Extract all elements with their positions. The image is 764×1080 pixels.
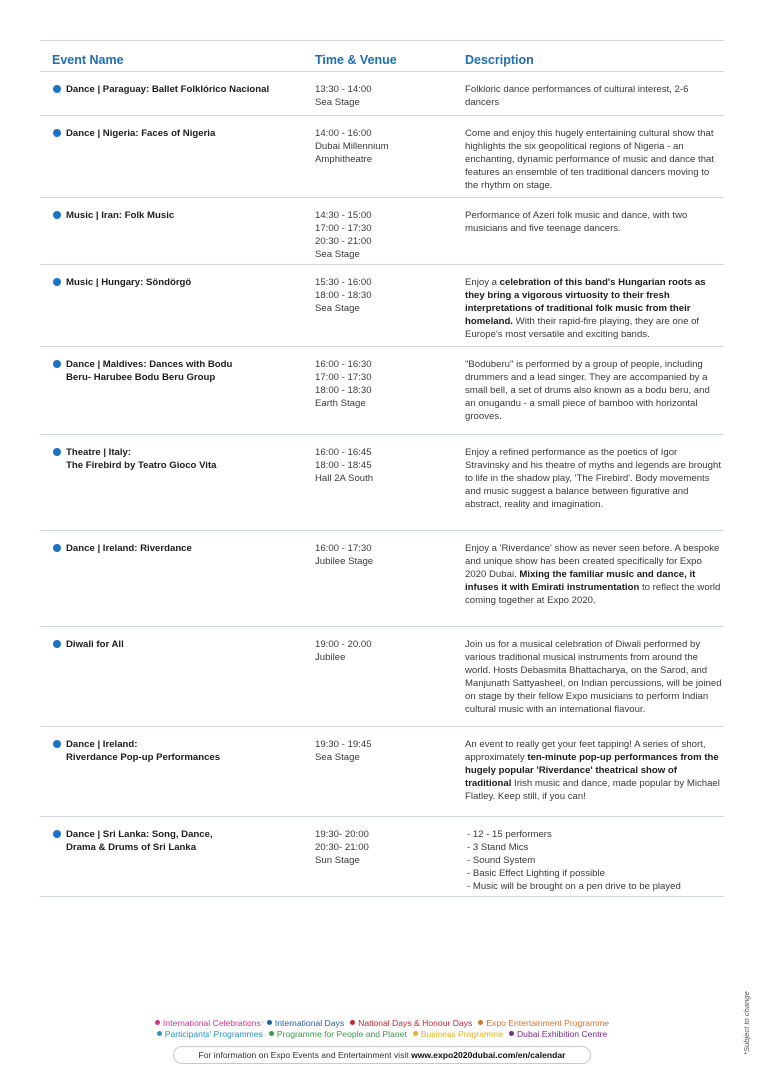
- requirement-item: - 12 - 15 performers: [467, 829, 552, 840]
- event-name: Dance | Ireland: Riverdance Pop-up Performances: [66, 739, 221, 763]
- legend-label: Programme for People and Planet: [276, 1029, 407, 1039]
- time-venue-line: 18:00 - 18:45: [315, 460, 372, 471]
- requirement-item: - Basic Effect Lighting if possible: [467, 868, 605, 879]
- description-segment: Enjoy a: [465, 277, 500, 288]
- legend-dot-icon: [157, 1031, 162, 1036]
- table-row: [40, 531, 724, 627]
- time-venue-line: Earth Stage: [315, 398, 366, 409]
- event-description: [465, 358, 723, 423]
- description-segment: Irish music and dance, made popular by Michael Flatley. Keep still, if you can!: [465, 778, 720, 802]
- event-name: Dance | Ireland: Riverdance: [66, 543, 192, 554]
- info-pill: [173, 1046, 591, 1064]
- table-row: [40, 627, 724, 727]
- events-table: [40, 40, 724, 897]
- time-venue-line: Sea Stage: [315, 97, 360, 108]
- legend-item: [269, 1029, 407, 1040]
- event-description: [465, 638, 723, 716]
- time-venue-line: Sea Stage: [315, 303, 360, 314]
- event-name: Dance | Sri Lanka: Song, Dance, Drama & Drums of Sri Lanka: [66, 829, 213, 853]
- time-venue-line: 20:30- 21:00: [315, 842, 369, 853]
- description-segment: to reflect the world coming together at Expo 2020.: [465, 582, 721, 606]
- legend-item: [157, 1029, 263, 1040]
- legend-item: [267, 1018, 344, 1029]
- time-venue-line: Hall 2A South: [315, 473, 374, 484]
- event-name: Dance | Nigeria: Faces of Nigeria: [66, 128, 216, 139]
- time-venue-line: 15:30 - 16:00: [315, 277, 372, 288]
- bullet-dot-icon: [53, 544, 61, 552]
- description-segment: Come and enjoy this hugely entertaining cultural show that highlights the six geopolitical regions of Nigeria - an enchanting, dynamic performance of music and dance that features an ensemble of ten traditional dancers moving to the rhythm on stage.: [465, 128, 715, 191]
- legend-item: [350, 1018, 472, 1029]
- event-description: [465, 127, 723, 192]
- event-name: Diwali for All: [66, 639, 124, 650]
- legend-dot-icon: [509, 1031, 514, 1036]
- event-description: [465, 209, 723, 235]
- legend-label: International Days: [274, 1018, 345, 1028]
- bullet-dot-icon: [53, 129, 61, 137]
- time-venue: [315, 638, 455, 664]
- bullet-dot-icon: [53, 360, 61, 368]
- description-segment: celebration of this band's Hungarian roots as they bring a vigorous virtuosity to their fresh interpretations of traditional folk music from their homeland.: [465, 277, 706, 327]
- time-venue-line: 13:30 - 14:00: [315, 84, 372, 95]
- time-venue-line: 20:30 - 21:00: [315, 236, 372, 247]
- time-venue-line: Amphitheatre: [315, 154, 373, 165]
- legend-dot-icon: [413, 1031, 418, 1036]
- time-venue-line: 16:00 - 17:30: [315, 543, 372, 554]
- event-name: Theatre | Italy: The Firebird by Teatro Gioco Vita: [66, 447, 217, 471]
- time-venue-line: Jubilee: [315, 652, 346, 663]
- table-row: [40, 347, 724, 435]
- time-venue: [315, 276, 455, 315]
- table-row: [40, 72, 724, 116]
- bullet-dot-icon: [53, 740, 61, 748]
- legend-dot-icon: [155, 1020, 160, 1025]
- legend-label: Expo Entertainment Programme: [486, 1018, 610, 1028]
- time-venue: [315, 738, 455, 764]
- requirement-item: - 3 Stand Mics: [467, 842, 529, 853]
- bullet-dot-icon: [53, 640, 61, 648]
- time-venue: [315, 542, 455, 568]
- time-venue-line: 17:00 - 17:30: [315, 372, 372, 383]
- time-venue: [315, 127, 455, 166]
- time-venue-line: 19:00 - 20.00: [315, 639, 372, 650]
- legend-dot-icon: [267, 1020, 272, 1025]
- description-segment: ten-minute pop-up performances from the hugely popular 'Riverdance' theatrical show of traditional: [465, 752, 719, 789]
- bullet-dot-icon: [53, 448, 61, 456]
- event-name: Music | Hungary: Söndörgö: [66, 277, 192, 288]
- table-row: [40, 198, 724, 265]
- legend-item: [509, 1029, 607, 1040]
- requirement-item: - Music will be brought on a pen drive to be played: [467, 881, 681, 892]
- time-venue-line: 14:30 - 15:00: [315, 210, 372, 221]
- header-description: Description: [465, 53, 534, 67]
- legend-line-2: [0, 1029, 764, 1040]
- table-row: [40, 116, 724, 198]
- legend-label: Participants' Programmes: [164, 1029, 263, 1039]
- event-name: Music | Iran: Folk Music: [66, 210, 175, 221]
- time-venue-line: 19:30 - 19:45: [315, 739, 372, 750]
- info-text: For information on Expo Events and Entertainment visit: [198, 1050, 412, 1060]
- bullet-dot-icon: [53, 278, 61, 286]
- table-row: [40, 727, 724, 817]
- event-description: [465, 83, 723, 109]
- description-segment: An event to really get your feet tapping! A series of short, approximately: [465, 739, 706, 763]
- description-segment: Performance of Azeri folk music and dance, with two musicians and five teenage dancers.: [465, 210, 688, 234]
- requirement-item: - Sound System: [467, 855, 536, 866]
- description-segment: Enjoy a 'Riverdance' show as never seen before. A bespoke and unique show has been created specifically for Expo 2020 Dubai.: [465, 543, 720, 580]
- event-description: [465, 542, 723, 607]
- time-venue-line: 16:00 - 16:30: [315, 359, 372, 370]
- table-header: [40, 40, 724, 72]
- time-venue-line: Dubai Millennium: [315, 141, 389, 152]
- time-venue-line: 16:00 - 16:45: [315, 447, 372, 458]
- event-name: Dance | Paraguay: Ballet Folklórico Nacional: [66, 84, 270, 95]
- subject-to-change-note: *Subject to change: [742, 991, 751, 1055]
- legend-dot-icon: [269, 1031, 274, 1036]
- table-row: [40, 817, 724, 897]
- event-name: Dance | Maldives: Dances with Bodu Beru- Harubee Bodu Beru Group: [66, 359, 233, 383]
- event-description: [465, 276, 723, 341]
- legend-label: Business Programme: [420, 1029, 503, 1039]
- time-venue-line: Sea Stage: [315, 752, 360, 763]
- calendar-link[interactable]: www.expo2020dubai.com/en/calendar: [411, 1050, 566, 1060]
- time-venue: [315, 209, 455, 261]
- time-venue-line: Jubilee Stage: [315, 556, 374, 567]
- time-venue-line: 17:00 - 17:30: [315, 223, 372, 234]
- description-segment: Folkloric dance performances of cultural interest, 2-6 dancers: [465, 84, 689, 108]
- time-venue: [315, 828, 455, 867]
- legend-label: International Celebrations: [162, 1018, 261, 1028]
- time-venue-line: 19:30- 20:00: [315, 829, 369, 840]
- bullet-dot-icon: [53, 85, 61, 93]
- legend-item: [478, 1018, 609, 1029]
- event-description: [465, 738, 723, 803]
- event-description: [465, 828, 723, 893]
- time-venue-line: 18:00 - 18:30: [315, 290, 372, 301]
- bullet-dot-icon: [53, 211, 61, 219]
- legend-dot-icon: [350, 1020, 355, 1025]
- bullet-dot-icon: [53, 830, 61, 838]
- description-segment: "Boduberu" is performed by a group of people, including drummers and a lead singer. They are accompanied by a small bell, a set of drums also known as a bodu beru, and an onugandu - a small piece of bamboo with horizontal grooves.: [465, 359, 710, 422]
- description-segment: Enjoy a refined performance as the poetics of Igor Stravinsky and his theatre of myths and legends are brought to life in the shadow play, 'The Firebird'. Body movements and music suggest a balance between figurative and abstract, reality and imagination.: [465, 447, 721, 510]
- table-row: [40, 435, 724, 531]
- time-venue: [315, 358, 455, 410]
- description-segment: Mixing the familiar music and dance, it infuses it with Emirati instrumentation: [465, 569, 696, 593]
- legend-item: [413, 1029, 503, 1040]
- header-time-venue: Time & Venue: [315, 53, 397, 67]
- time-venue-line: Sun Stage: [315, 855, 360, 866]
- legend-label: National Days & Honour Days: [358, 1018, 473, 1028]
- time-venue-line: Sea Stage: [315, 249, 360, 260]
- time-venue-line: 14:00 - 16:00: [315, 128, 372, 139]
- event-description: [465, 446, 723, 511]
- header-event-name: Event Name: [52, 53, 124, 67]
- time-venue: [315, 83, 455, 109]
- description-segment: With their rapid-fire playing, they are one of Europe's most versatile and exciting bands.: [465, 316, 700, 340]
- description-segment: Join us for a musical celebration of Diwali performed by various traditional musical instruments from around the world. Hosts Debasmita Bhattacharya, on the Sarod, and Manjunath Sattyasheel, on Indian percussions, will be joined on stage by their fellow Expo musicians to perform Indian cultural music with an international flavour.: [465, 639, 722, 715]
- legend-line-1: [0, 1018, 764, 1029]
- table-body: [40, 72, 724, 897]
- time-venue: [315, 446, 455, 485]
- table-row: [40, 265, 724, 347]
- time-venue-line: 18:00 - 18:30: [315, 385, 372, 396]
- legend-label: Dubai Exhibition Centre: [516, 1029, 608, 1039]
- legend-dot-icon: [478, 1020, 483, 1025]
- legend-item: [155, 1018, 261, 1029]
